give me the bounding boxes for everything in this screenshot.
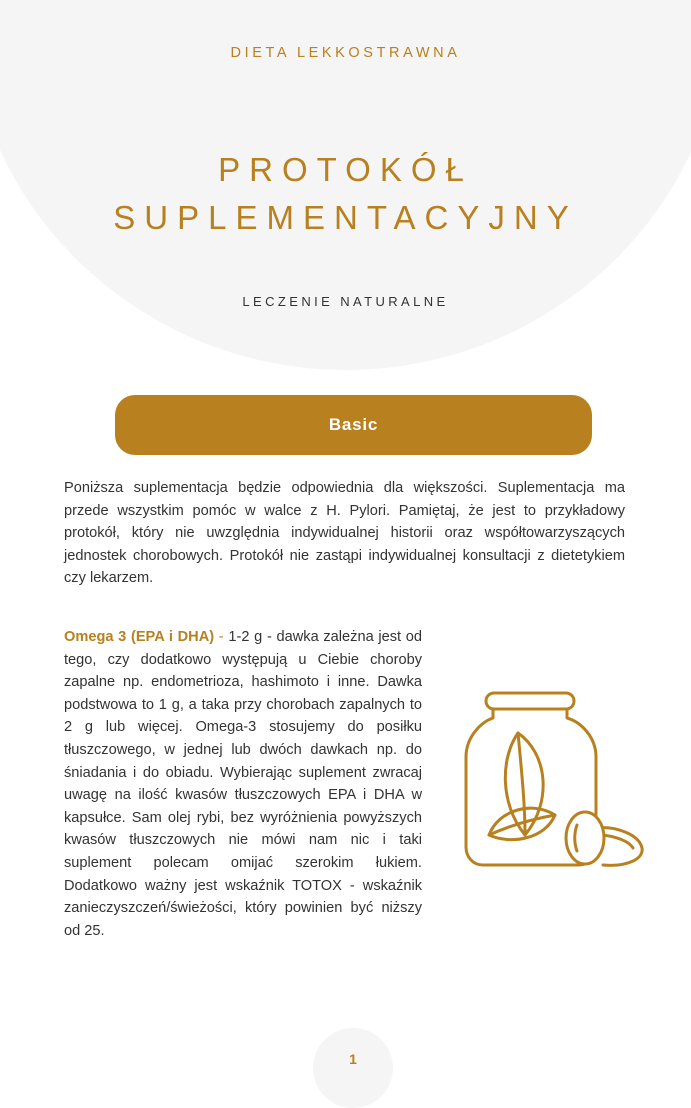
supplement-jar-icon [455, 685, 650, 875]
section-banner [115, 395, 592, 455]
page-title [0, 146, 691, 242]
page-number: 1 [349, 1051, 357, 1067]
back-capsule-line [601, 835, 633, 848]
omega-supplement-name: Omega 3 (EPA i DHA) [64, 629, 215, 645]
page-title-line-2: SUPLEMENTACYJNY [113, 199, 578, 236]
intro-paragraph: Poniższa suplementacja będzie odpowiednia dla większości. Suplementacja ma przede wszystkim pomóc w walce z H. Pylori. Pamiętaj, że jest to przykładowy protokół, który nie uwzględnia indywidualnej historii oraz współtowarzyszących jednostek chorobowych. Protokół nie zastąpi indywidualnej konsultacji z dietetykiem czy lekarzem. [64, 480, 625, 587]
omega-paragraph [64, 626, 422, 942]
section-banner-label: Basic [328, 415, 379, 434]
document-category: DIETA LEKKOSTRAWNA [230, 45, 461, 61]
front-capsule [566, 812, 604, 864]
page-subtitle: LECZENIE NATURALNE [242, 294, 449, 309]
omega-dash: - [214, 629, 229, 645]
omega-description: 1-2 g - dawka zależna jest od tego, czy dodatkowo występują u Ciebie choroby zapalne np. endometrioza, hashimoto i inne. Dawka podstwowa to 1 g, a taka przy chorobach zapalnych to 2 g lub więcej. Omega-3 stosujemy do posiłku tłuszczowego, w jednej lub dwóch dawkach np. do śniadania i do obiadu. Wybierając suplement zwracaj uwagę na ilość kwasów tłuszczowych EPA i DHA w kapsułce. Sam olej rybi, bez wyróżnienia powyższych kwasów tłuszczowych nie mówi nam nic i taki suplement polecam omijać szerokim łukiem. Dodatkowo ważny jest wskaźnik TOTOX - wskaźnik zanieczyszczeń/świeżości, który powinien być niższy od 25. [64, 629, 422, 939]
jar-lid [486, 693, 574, 709]
page-number-background [313, 1028, 393, 1108]
upper-leaf-vein [518, 733, 525, 835]
page-title-line-1: PROTOKÓŁ [218, 151, 473, 188]
